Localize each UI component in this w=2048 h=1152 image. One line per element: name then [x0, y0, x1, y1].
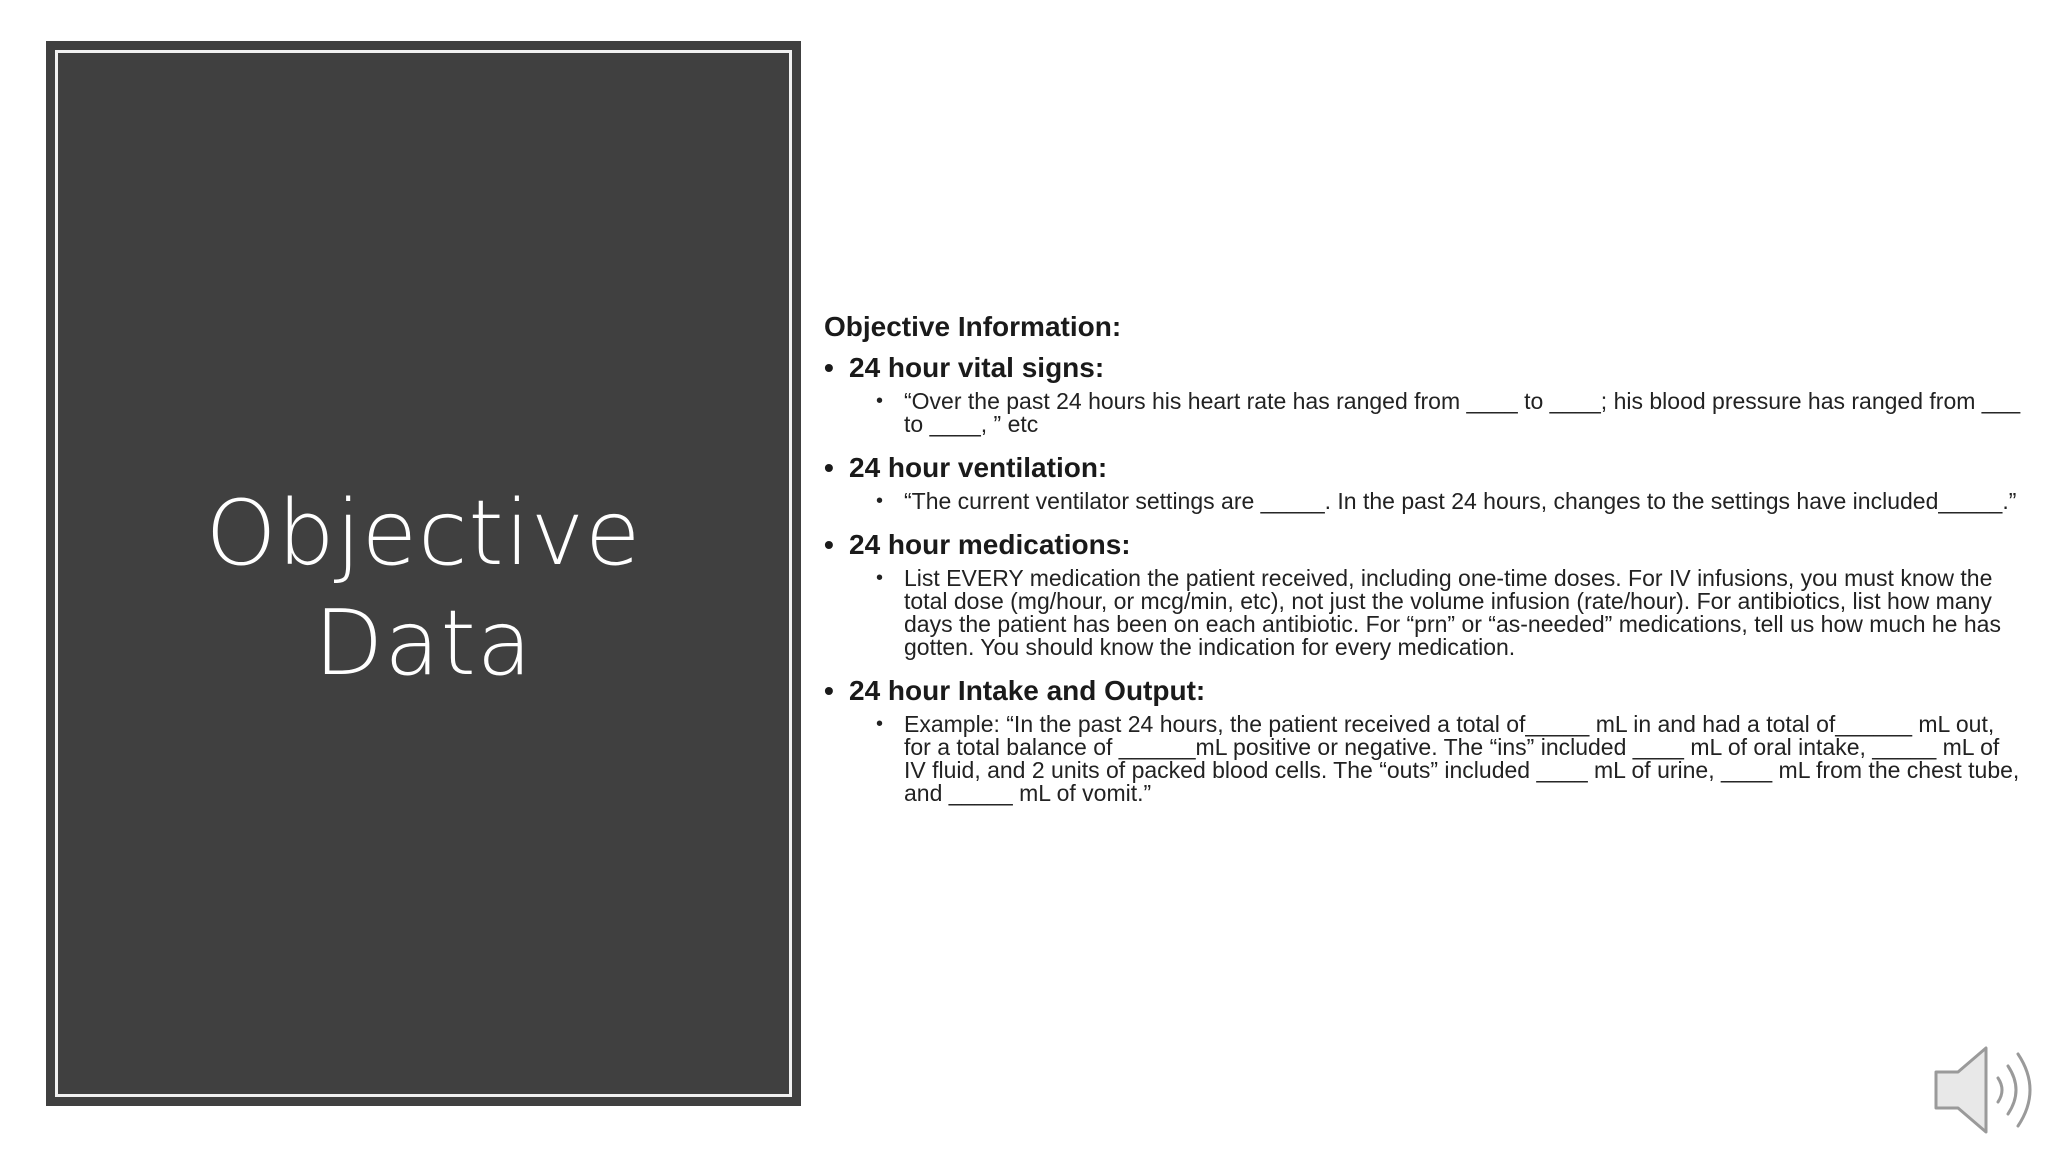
- bullet-icon: •: [876, 713, 884, 735]
- bullet-icon: •: [824, 529, 834, 560]
- sub-item-text: “Over the past 24 hours his heart rate has ranged from ____ to ____; his blood pressure has ranged from ___ to ____, ” etc: [904, 388, 2021, 437]
- bullet-icon: •: [876, 567, 884, 589]
- section-title-text: 24 hour ventilation:: [849, 452, 1108, 483]
- speaker-icon[interactable]: [1928, 1040, 2038, 1140]
- section-title: [824, 673, 2024, 709]
- section-medications: [824, 527, 2024, 659]
- slide-title-line-2: Data: [314, 591, 533, 696]
- bullet-icon: •: [824, 452, 834, 483]
- title-panel: [46, 41, 801, 1106]
- section-vital-signs: [824, 350, 2024, 436]
- section-title-text: 24 hour Intake and Output:: [849, 675, 1206, 706]
- section-title: [824, 350, 2024, 386]
- sub-item-text: “The current ventilator settings are _____. In the past 24 hours, changes to the settings have included_____.”: [904, 488, 2017, 514]
- section-title: [824, 527, 2024, 563]
- content-area: [824, 310, 2024, 819]
- bullet-icon: •: [876, 490, 884, 512]
- bullet-icon: •: [824, 675, 834, 706]
- sub-item: [824, 490, 2024, 513]
- sub-item: [824, 390, 2024, 436]
- slide-title-line-1: Objective: [205, 481, 642, 586]
- sub-item: [824, 713, 2024, 805]
- section-title-text: 24 hour medications:: [849, 529, 1131, 560]
- sub-item: [824, 567, 2024, 659]
- speaker-icon-graphic: [1928, 1040, 2038, 1140]
- sub-item-text: List EVERY medication the patient received, including one-time doses. For IV infusions, you must know the total dose (mg/hour, or mcg/min, etc), not just the volume infusion (rate/hour). For antibiotics, list how many days the patient has been on each antibiotic. For “prn” or “as-needed” medications, tell us how much he has gotten. You should know the indication for every medication.: [904, 565, 2001, 660]
- slide-title: [49, 479, 798, 699]
- bullet-icon: •: [876, 390, 884, 412]
- sub-item-text: Example: “In the past 24 hours, the patient received a total of_____ mL in and had a total of______ mL out, for a total balance of ______mL positive or negative. The “ins” included ____ mL of oral intake, _____ mL of IV fluid, and 2 units of packed blood cells. The “outs” included ____ mL of urine, ____ mL from the chest tube, and _____ mL of vomit.”: [904, 711, 2020, 806]
- bullet-icon: •: [824, 352, 834, 383]
- content-heading: Objective Information:: [824, 311, 1122, 342]
- section-ventilation: [824, 450, 2024, 513]
- section-title-text: 24 hour vital signs:: [849, 352, 1105, 383]
- section-title: [824, 450, 2024, 486]
- section-intake-output: [824, 673, 2024, 805]
